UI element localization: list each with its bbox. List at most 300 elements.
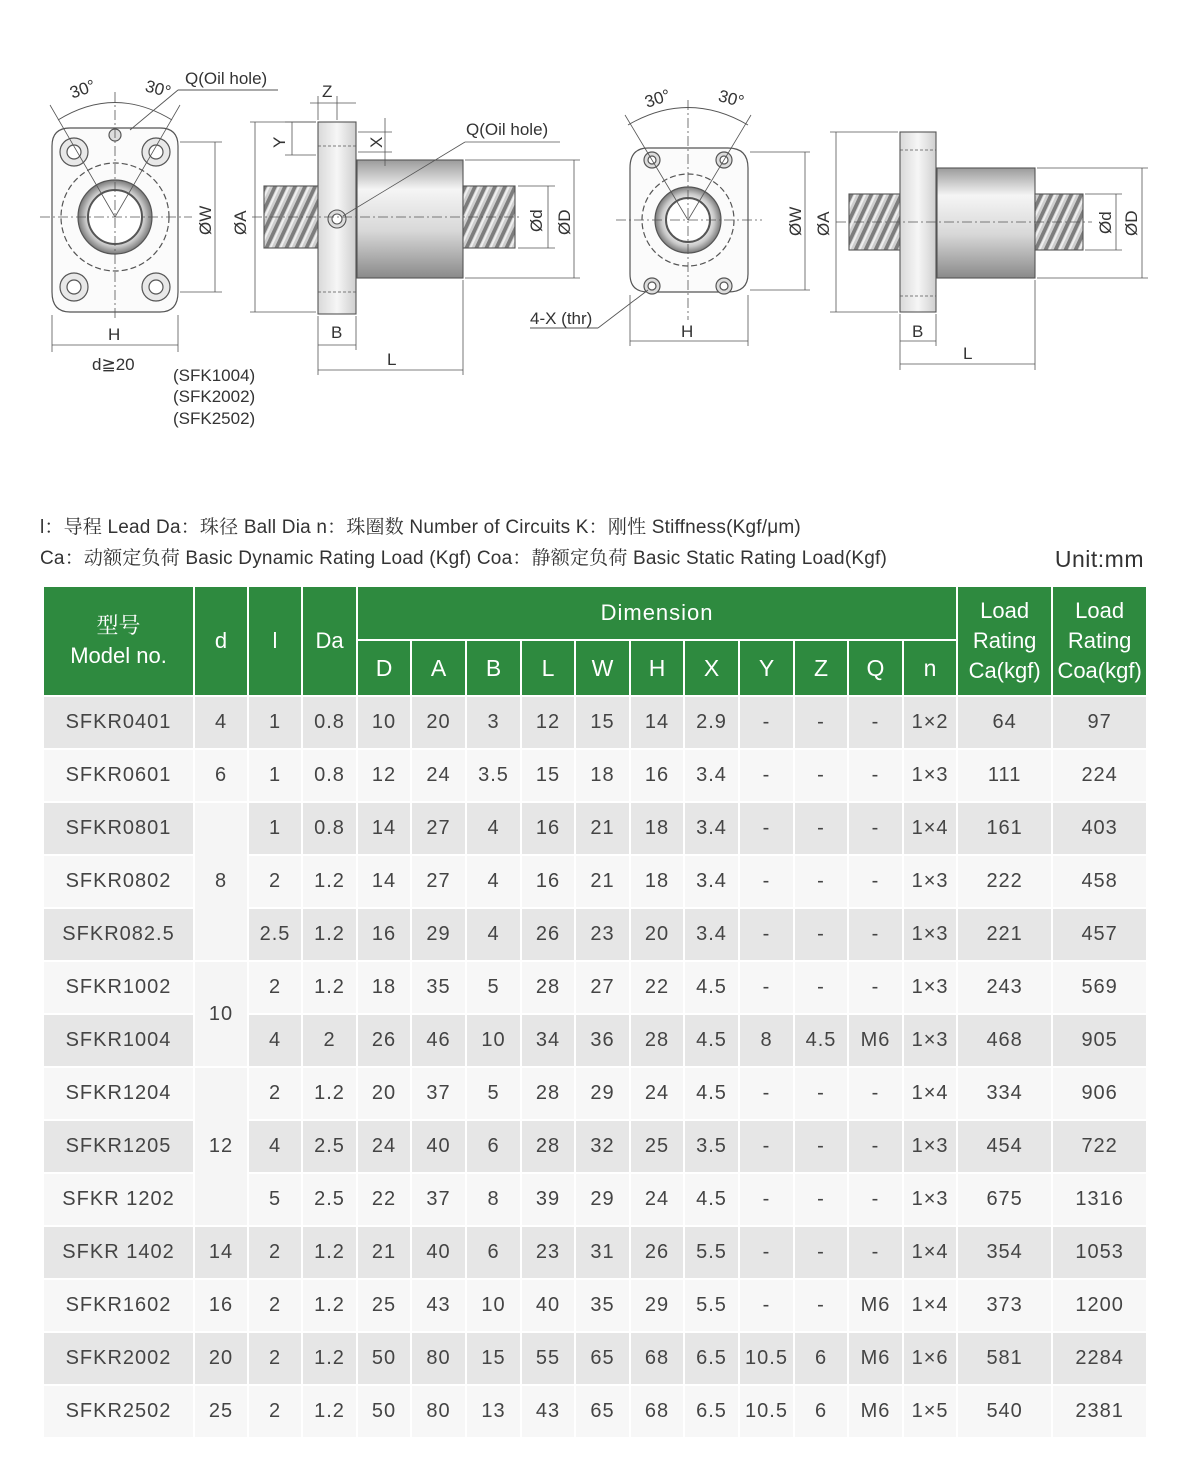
dim-z-label: Z [322, 82, 333, 101]
value-cell-n: 1×3 [903, 1120, 957, 1173]
value-cell-x: 4.5 [684, 1014, 739, 1067]
value-cell-l: 43 [521, 1385, 575, 1438]
value-cell-q: M6 [848, 1332, 903, 1385]
model-cell: SFKR1602 [43, 1279, 194, 1332]
value-cell-l: 2 [248, 1332, 302, 1385]
dim-col-header: A [411, 640, 466, 696]
value-cell-da: 1.2 [302, 855, 357, 908]
value-cell-n: 1×3 [903, 1014, 957, 1067]
value-cell-ca: 334 [957, 1067, 1052, 1120]
ca-header-line: Ca(kgf) [968, 658, 1041, 683]
value-cell-q: M6 [848, 1014, 903, 1067]
value-cell-z: - [794, 1067, 848, 1120]
value-cell-b: 3.5 [466, 749, 521, 802]
value-cell-da: 0.8 [302, 749, 357, 802]
value-cell-l: 2 [248, 1279, 302, 1332]
model-label: (SFK1004) [173, 366, 256, 385]
value-cell-a: 37 [411, 1067, 466, 1120]
technical-drawing [0, 0, 1185, 470]
model-cell: SFKR 1202 [43, 1173, 194, 1226]
value-cell-a: 20 [411, 696, 466, 749]
value-cell-b: 13 [466, 1385, 521, 1438]
value-cell-coa: 458 [1052, 855, 1147, 908]
value-cell-y: - [739, 855, 794, 908]
value-cell-l: 4 [248, 1120, 302, 1173]
value-cell-a: 37 [411, 1173, 466, 1226]
value-cell-z: - [794, 908, 848, 961]
value-cell-n: 1×3 [903, 1173, 957, 1226]
coa-header-line: Load [1075, 598, 1125, 623]
value-cell-coa: 403 [1052, 802, 1147, 855]
value-cell-w: 21 [575, 855, 630, 908]
value-cell-w: 18 [575, 749, 630, 802]
value-cell-w: 65 [575, 1332, 630, 1385]
value-cell-w: 36 [575, 1014, 630, 1067]
value-cell-da: 2 [302, 1014, 357, 1067]
value-cell-d: 10 [357, 696, 411, 749]
dim-h-label: H [108, 325, 121, 344]
value-cell-x: 4.5 [684, 1067, 739, 1120]
value-cell-l: 16 [521, 855, 575, 908]
coa-header [1052, 586, 1147, 696]
dim-w-label: ØW [196, 205, 215, 235]
value-cell-q: - [848, 1067, 903, 1120]
coa-header-line: Rating [1067, 628, 1132, 653]
d-cell: 8 [194, 802, 248, 961]
dim-col-header: Q [848, 640, 903, 696]
model-cell: SFKR1004 [43, 1014, 194, 1067]
value-cell-ca: 373 [957, 1279, 1052, 1332]
value-cell-b: 4 [466, 802, 521, 855]
value-cell-h: 14 [630, 696, 684, 749]
dim-d-big-label: ØD [555, 209, 574, 235]
table-row [43, 1332, 1147, 1385]
angle-label: 30° [67, 75, 98, 103]
value-cell-l: 5 [248, 1173, 302, 1226]
dim-h-label: H [681, 322, 694, 341]
value-cell-ca: 540 [957, 1385, 1052, 1438]
legend-line-1: l：导程 Lead Da：珠径 Ball Dia n：珠圈数 Number of Circuits K：刚性 Stiffness(Kgf/μm) [40, 517, 801, 538]
value-cell-x: 5.5 [684, 1279, 739, 1332]
value-cell-l: 55 [521, 1332, 575, 1385]
value-cell-da: 1.2 [302, 1385, 357, 1438]
value-cell-y: - [739, 802, 794, 855]
value-cell-n: 1×3 [903, 749, 957, 802]
value-cell-b: 8 [466, 1173, 521, 1226]
value-cell-n: 1×4 [903, 1226, 957, 1279]
value-cell-y: - [739, 1279, 794, 1332]
d-cell: 25 [194, 1385, 248, 1438]
l-header: l [248, 586, 302, 696]
spec-table-body [43, 696, 1147, 1438]
model-header-en: Model no. [70, 643, 167, 668]
value-cell-q: - [848, 696, 903, 749]
value-cell-coa: 1053 [1052, 1226, 1147, 1279]
value-cell-x: 2.9 [684, 696, 739, 749]
value-cell-coa: 2381 [1052, 1385, 1147, 1438]
table-row [43, 1385, 1147, 1438]
d-cell: 14 [194, 1226, 248, 1279]
value-cell-q: - [848, 749, 903, 802]
value-cell-z: - [794, 961, 848, 1014]
value-cell-n: 1×3 [903, 908, 957, 961]
dim-col-header: L [521, 640, 575, 696]
value-cell-w: 29 [575, 1173, 630, 1226]
value-cell-d: 16 [357, 908, 411, 961]
value-cell-l: 34 [521, 1014, 575, 1067]
d-cell: 12 [194, 1067, 248, 1226]
value-cell-n: 1×4 [903, 1279, 957, 1332]
value-cell-w: 21 [575, 802, 630, 855]
dim-col-header: D [357, 640, 411, 696]
value-cell-h: 24 [630, 1173, 684, 1226]
dim-b-label: B [331, 323, 343, 342]
value-cell-l: 12 [521, 696, 575, 749]
value-cell-b: 10 [466, 1014, 521, 1067]
value-cell-da: 1.2 [302, 908, 357, 961]
value-cell-q: M6 [848, 1279, 903, 1332]
value-cell-x: 3.4 [684, 908, 739, 961]
value-cell-z: - [794, 855, 848, 908]
value-cell-y: 10.5 [739, 1332, 794, 1385]
value-cell-h: 68 [630, 1385, 684, 1438]
value-cell-b: 15 [466, 1332, 521, 1385]
value-cell-da: 1.2 [302, 961, 357, 1014]
value-cell-n: 1×6 [903, 1332, 957, 1385]
model-cell: SFKR0601 [43, 749, 194, 802]
value-cell-a: 24 [411, 749, 466, 802]
value-cell-ca: 468 [957, 1014, 1052, 1067]
angle-label: 30° [143, 76, 173, 102]
value-cell-l: 2 [248, 1067, 302, 1120]
value-cell-w: 65 [575, 1385, 630, 1438]
value-cell-coa: 224 [1052, 749, 1147, 802]
value-cell-da: 1.2 [302, 1279, 357, 1332]
value-cell-z: 6 [794, 1332, 848, 1385]
value-cell-h: 16 [630, 749, 684, 802]
value-cell-b: 4 [466, 908, 521, 961]
model-header-cn: 型号 [96, 613, 141, 638]
value-cell-ca: 675 [957, 1173, 1052, 1226]
legend-line-2: Ca：动额定负荷 Basic Dynamic Rating Load (Kgf) Coa：静额定负荷 Basic Static Rating Load(Kgf) [40, 548, 888, 569]
value-cell-ca: 64 [957, 696, 1052, 749]
value-cell-z: 4.5 [794, 1014, 848, 1067]
model-label: (SFK2502) [173, 409, 256, 428]
value-cell-d: 21 [357, 1226, 411, 1279]
value-cell-b: 10 [466, 1279, 521, 1332]
value-cell-l: 2 [248, 1385, 302, 1438]
model-cell: SFKR2002 [43, 1332, 194, 1385]
model-label: (SFK2002) [173, 387, 256, 406]
value-cell-n: 1×3 [903, 961, 957, 1014]
ca-header [957, 586, 1052, 696]
table-row [43, 802, 1147, 855]
value-cell-l: 40 [521, 1279, 575, 1332]
value-cell-a: 43 [411, 1279, 466, 1332]
coa-header-line: Coa(kgf) [1057, 658, 1142, 683]
dim-y-label: Y [270, 136, 289, 148]
value-cell-x: 3.4 [684, 855, 739, 908]
value-cell-l: 28 [521, 961, 575, 1014]
dim-col-header: W [575, 640, 630, 696]
value-cell-b: 6 [466, 1226, 521, 1279]
dimension-header: Dimension [357, 586, 957, 640]
value-cell-da: 2.5 [302, 1173, 357, 1226]
value-cell-d: 50 [357, 1385, 411, 1438]
model-cell: SFKR0802 [43, 855, 194, 908]
table-row [43, 1279, 1147, 1332]
value-cell-a: 27 [411, 802, 466, 855]
angle-label: 30° [642, 85, 673, 112]
value-cell-da: 1.2 [302, 1067, 357, 1120]
value-cell-ca: 581 [957, 1332, 1052, 1385]
value-cell-h: 28 [630, 1014, 684, 1067]
value-cell-y: 10.5 [739, 1385, 794, 1438]
da-header: Da [302, 586, 357, 696]
dim-col-header: Z [794, 640, 848, 696]
dim-col-header: Y [739, 640, 794, 696]
value-cell-q: - [848, 961, 903, 1014]
value-cell-d: 22 [357, 1173, 411, 1226]
d-header: d [194, 586, 248, 696]
value-cell-l: 26 [521, 908, 575, 961]
dim-col-header: n [903, 640, 957, 696]
value-cell-x: 4.5 [684, 961, 739, 1014]
value-cell-q: - [848, 1226, 903, 1279]
value-cell-y: - [739, 961, 794, 1014]
value-cell-w: 29 [575, 1067, 630, 1120]
value-cell-d: 14 [357, 802, 411, 855]
value-cell-n: 1×4 [903, 802, 957, 855]
value-cell-y: - [739, 696, 794, 749]
d-cell: 20 [194, 1332, 248, 1385]
value-cell-h: 18 [630, 802, 684, 855]
value-cell-w: 27 [575, 961, 630, 1014]
model-cell: SFKR2502 [43, 1385, 194, 1438]
value-cell-b: 5 [466, 1067, 521, 1120]
dim-x-label: X [367, 136, 386, 148]
value-cell-d: 20 [357, 1067, 411, 1120]
value-cell-q: - [848, 802, 903, 855]
dim-d-big-label: ØD [1122, 210, 1141, 236]
value-cell-h: 18 [630, 855, 684, 908]
value-cell-z: - [794, 1279, 848, 1332]
value-cell-l: 2 [248, 1226, 302, 1279]
angle-label: 30° [716, 86, 747, 112]
value-cell-n: 1×4 [903, 1067, 957, 1120]
value-cell-d: 24 [357, 1120, 411, 1173]
model-cell: SFKR0401 [43, 696, 194, 749]
value-cell-d: 26 [357, 1014, 411, 1067]
value-cell-ca: 221 [957, 908, 1052, 961]
model-cell: SFKR082.5 [43, 908, 194, 961]
value-cell-n: 1×2 [903, 696, 957, 749]
dim-l-label: L [963, 344, 973, 363]
value-cell-da: 0.8 [302, 802, 357, 855]
value-cell-b: 3 [466, 696, 521, 749]
value-cell-h: 20 [630, 908, 684, 961]
table-row [43, 961, 1147, 1014]
value-cell-d: 12 [357, 749, 411, 802]
dim-l-label: L [387, 350, 397, 369]
value-cell-a: 29 [411, 908, 466, 961]
model-cell: SFKR1205 [43, 1120, 194, 1173]
model-cell: SFKR1204 [43, 1067, 194, 1120]
value-cell-l: 4 [248, 1014, 302, 1067]
value-cell-x: 3.4 [684, 802, 739, 855]
value-cell-a: 40 [411, 1120, 466, 1173]
model-cell: SFKR0801 [43, 802, 194, 855]
value-cell-y: - [739, 1120, 794, 1173]
value-cell-coa: 1316 [1052, 1173, 1147, 1226]
value-cell-l: 1 [248, 749, 302, 802]
value-cell-ca: 111 [957, 749, 1052, 802]
value-cell-da: 2.5 [302, 1120, 357, 1173]
value-cell-d: 25 [357, 1279, 411, 1332]
value-cell-y: - [739, 749, 794, 802]
dim-col-header: H [630, 640, 684, 696]
value-cell-b: 5 [466, 961, 521, 1014]
value-cell-q: - [848, 908, 903, 961]
table-row [43, 749, 1147, 802]
value-cell-l: 15 [521, 749, 575, 802]
value-cell-l: 16 [521, 802, 575, 855]
table-row [43, 1226, 1147, 1279]
value-cell-d: 50 [357, 1332, 411, 1385]
thread-label: 4-X (thr) [530, 309, 593, 328]
value-cell-l: 28 [521, 1120, 575, 1173]
value-cell-l: 28 [521, 1067, 575, 1120]
value-cell-x: 5.5 [684, 1226, 739, 1279]
value-cell-l: 23 [521, 1226, 575, 1279]
table-row [43, 696, 1147, 749]
value-cell-l: 39 [521, 1173, 575, 1226]
value-cell-coa: 1200 [1052, 1279, 1147, 1332]
value-cell-y: - [739, 1226, 794, 1279]
value-cell-coa: 97 [1052, 696, 1147, 749]
value-cell-z: - [794, 1120, 848, 1173]
d-cell: 10 [194, 961, 248, 1067]
d-cell: 16 [194, 1279, 248, 1332]
d-cell: 4 [194, 696, 248, 749]
value-cell-q: M6 [848, 1385, 903, 1438]
value-cell-y: - [739, 1067, 794, 1120]
value-cell-h: 25 [630, 1120, 684, 1173]
value-cell-a: 27 [411, 855, 466, 908]
value-cell-ca: 222 [957, 855, 1052, 908]
note-label: d≧20 [92, 355, 135, 374]
value-cell-l: 2.5 [248, 908, 302, 961]
ca-header-line: Rating [972, 628, 1037, 653]
value-cell-l: 2 [248, 961, 302, 1014]
dim-b-label: B [912, 322, 924, 341]
value-cell-q: - [848, 1120, 903, 1173]
table-row [43, 1067, 1147, 1120]
value-cell-z: - [794, 1173, 848, 1226]
value-cell-h: 29 [630, 1279, 684, 1332]
value-cell-b: 4 [466, 855, 521, 908]
ca-header-line: Load [980, 598, 1030, 623]
dim-col-header: X [684, 640, 739, 696]
dim-a-label: ØA [231, 210, 250, 235]
value-cell-l: 2 [248, 855, 302, 908]
value-cell-l: 1 [248, 802, 302, 855]
value-cell-q: - [848, 1173, 903, 1226]
side-view-2 [830, 132, 1148, 370]
value-cell-h: 22 [630, 961, 684, 1014]
value-cell-ca: 243 [957, 961, 1052, 1014]
value-cell-da: 0.8 [302, 696, 357, 749]
value-cell-coa: 722 [1052, 1120, 1147, 1173]
value-cell-h: 26 [630, 1226, 684, 1279]
dim-a-label: ØA [814, 211, 833, 236]
value-cell-w: 31 [575, 1226, 630, 1279]
value-cell-h: 24 [630, 1067, 684, 1120]
value-cell-coa: 906 [1052, 1067, 1147, 1120]
model-header [43, 586, 194, 696]
value-cell-y: - [739, 1173, 794, 1226]
value-cell-a: 80 [411, 1385, 466, 1438]
value-cell-a: 35 [411, 961, 466, 1014]
value-cell-d: 18 [357, 961, 411, 1014]
value-cell-x: 3.5 [684, 1120, 739, 1173]
value-cell-a: 80 [411, 1332, 466, 1385]
value-cell-y: - [739, 908, 794, 961]
oil-hole-label: Q(Oil hole) [185, 69, 268, 88]
value-cell-coa: 457 [1052, 908, 1147, 961]
value-cell-da: 1.2 [302, 1332, 357, 1385]
value-cell-q: - [848, 855, 903, 908]
value-cell-x: 6.5 [684, 1332, 739, 1385]
value-cell-w: 23 [575, 908, 630, 961]
value-cell-x: 3.4 [684, 749, 739, 802]
model-cell: SFKR 1402 [43, 1226, 194, 1279]
value-cell-d: 14 [357, 855, 411, 908]
value-cell-ca: 454 [957, 1120, 1052, 1173]
unit-label: Unit:mm [1054, 546, 1144, 572]
value-cell-x: 4.5 [684, 1173, 739, 1226]
value-cell-y: 8 [739, 1014, 794, 1067]
value-cell-h: 68 [630, 1332, 684, 1385]
value-cell-w: 15 [575, 696, 630, 749]
d-cell: 6 [194, 749, 248, 802]
oil-hole-label: Q(Oil hole) [466, 120, 549, 139]
value-cell-z: - [794, 696, 848, 749]
value-cell-w: 32 [575, 1120, 630, 1173]
value-cell-z: - [794, 749, 848, 802]
value-cell-l: 1 [248, 696, 302, 749]
value-cell-da: 1.2 [302, 1226, 357, 1279]
value-cell-ca: 354 [957, 1226, 1052, 1279]
value-cell-w: 35 [575, 1279, 630, 1332]
value-cell-z: - [794, 802, 848, 855]
value-cell-z: 6 [794, 1385, 848, 1438]
value-cell-a: 46 [411, 1014, 466, 1067]
value-cell-coa: 905 [1052, 1014, 1147, 1067]
value-cell-x: 6.5 [684, 1385, 739, 1438]
value-cell-n: 1×3 [903, 855, 957, 908]
value-cell-b: 6 [466, 1120, 521, 1173]
value-cell-coa: 2284 [1052, 1332, 1147, 1385]
dim-d-small-label: Ød [527, 209, 546, 232]
value-cell-z: - [794, 1226, 848, 1279]
value-cell-ca: 161 [957, 802, 1052, 855]
dim-d-small-label: Ød [1096, 211, 1115, 234]
dim-col-header: B [466, 640, 521, 696]
dim-w-label: ØW [786, 206, 805, 236]
value-cell-coa: 569 [1052, 961, 1147, 1014]
spec-table [42, 585, 1148, 1439]
